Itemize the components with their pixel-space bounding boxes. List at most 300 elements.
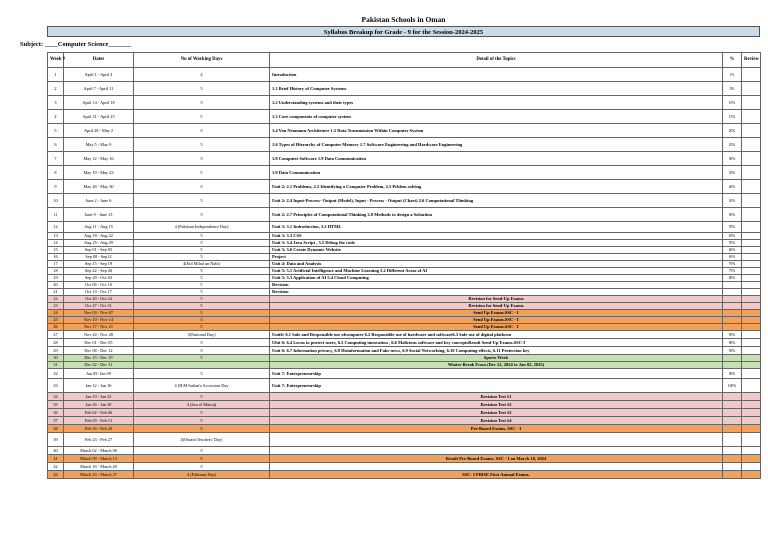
table-row [48,310,761,317]
table-row [48,110,761,124]
table-row [48,82,761,96]
review-cell [742,310,761,317]
topic-cell: Revision Test #2 [270,401,723,409]
review-cell [742,401,761,409]
review-cell [742,96,761,110]
percent-cell: 15% [723,110,742,124]
working-days-cell: 4 (Pakistan Day) [134,471,270,479]
week-cell: 37 [48,417,64,425]
percent-cell: 30% [723,152,742,166]
working-days-cell: 4 (H.M Sultan's Accession Day [134,379,270,393]
week-cell: 6 [48,138,64,152]
dates-cell: Feb 16 - Feb 20 [64,425,134,433]
table-row [48,194,761,208]
percent-cell [723,393,742,401]
table-row [48,379,761,393]
table-row [48,138,761,152]
percent-cell: 35% [723,166,742,180]
dates-cell: March 23 - March 27 [64,471,134,479]
dates-cell: Nov 03 - Nov 07 [64,310,134,317]
review-cell [742,82,761,96]
working-days-cell: 4(Omani Teachers' Day) [134,433,270,447]
review-cell [742,240,761,247]
review-cell [742,369,761,379]
week-cell: 32 [48,369,64,379]
topic-cell: SSC- I FBISE First Annual Exams. [270,471,723,479]
table-row [48,331,761,339]
dates-cell: March 02 - March 06 [64,447,134,455]
review-cell [742,208,761,222]
table-row [48,68,761,82]
percent-header: % [723,53,742,68]
topic-cell: Revision for Send-Up Exams [270,303,723,310]
dates-cell: April 7 - April 11 [64,82,134,96]
dates-cell: April 28 - May 2 [64,124,134,138]
dates-cell: May 26 - May 30 [64,180,134,194]
review-cell [742,447,761,455]
week-cell: 40 [48,447,64,455]
percent-cell: 55% [723,222,742,233]
review-cell [742,425,761,433]
working-days-cell: 5 [134,463,270,471]
dates-cell: Dec 08 - Dec 12 [64,347,134,355]
working-days-cell: 5 [134,240,270,247]
dates-header: Dates [64,53,134,68]
percent-cell: 1% [723,68,742,82]
percent-cell: 20% [723,124,742,138]
topic-cell: Revision Test #4 [270,417,723,425]
percent-cell [723,447,742,455]
topic-cell: Unit 7: Enterpreneurship [270,369,723,379]
topic-cell: 1.6 Types of Hierarchy of Computer Memory 1.7 Software Engineering and Hardware Engineering [270,138,723,152]
percent-cell [723,433,742,447]
percent-cell: 60% [723,247,742,254]
review-header: Review [742,53,761,68]
working-days-cell: 5 [134,96,270,110]
percent-cell: 55% [723,240,742,247]
week-cell: 29 [48,347,64,355]
dates-cell: Sep 01 - Sep 05 [64,247,134,254]
percent-cell [723,310,742,317]
topic-cell: Unit 5: 5.1 Artificial Intelligence and Machine Learning 5.2 Different Areas of AI [270,268,723,275]
table-row [48,362,761,369]
dates-cell: Sep 29 - Oct 03 [64,275,134,282]
dates-cell: Aug 18 - Aug 22 [64,233,134,240]
week-cell: 43 [48,471,64,479]
table-row [48,471,761,479]
dates-cell: March 16 - March 20 [64,463,134,471]
working-days-cell: 5 [134,254,270,261]
review-cell [742,110,761,124]
week-cell: 35 [48,401,64,409]
syllabus-subtitle: Syllabus Breakup for Grade - 9 for the Session-2024-2025 [47,26,760,37]
dates-cell: March 09 - March 13 [64,455,134,463]
week-cell: 28 [48,339,64,347]
dates-cell: Sep 22 - Sep 26 [64,268,134,275]
working-days-cell: 5 [134,447,270,455]
working-days-cell: 5 [134,393,270,401]
dates-cell: May 12 - May 16 [64,152,134,166]
week-cell: 19 [48,275,64,282]
topic-cell: Unit6: 6.1 Safe and Responsible use ofcomputer 6.2 Responsible use of hardware and software6.3 Safe use of digital platform [270,331,723,339]
review-cell [742,355,761,362]
topic-cell: Send Up Exams.SSC - I [270,324,723,331]
topic-cell [270,447,723,455]
working-days-cell: 5 [134,152,270,166]
week-cell: 12 [48,222,64,233]
table-row [48,289,761,296]
topic-cell: Sports Week [270,355,723,362]
week-cell: 10 [48,194,64,208]
review-cell [742,275,761,282]
table-row [48,96,761,110]
working-days-cell: 5 [134,138,270,152]
percent-cell: 25% [723,138,742,152]
topic-cell: 1.8 Computer Software 1.9 Data Communication [270,152,723,166]
week-cell: 13 [48,233,64,240]
review-cell [742,124,761,138]
working-days-cell: 5 [134,110,270,124]
table-row [48,180,761,194]
week-cell: 39 [48,433,64,447]
percent-cell [723,324,742,331]
week-cell: 14 [48,240,64,247]
week-cell: 1 [48,68,64,82]
table-row [48,254,761,261]
dates-cell: Jan 05- Jan 09 [64,369,134,379]
topic-cell: Revision [270,289,723,296]
working-days-cell: 5 [134,355,270,362]
topic-cell: 1.9 Data Communication [270,166,723,180]
review-cell [742,409,761,417]
table-row [48,222,761,233]
topic-cell: Revision Test #1 [270,393,723,401]
topic-cell: Result Pre-Board Exams. SSC - I on March 10, 2024 [270,455,723,463]
table-row [48,463,761,471]
review-cell [742,68,761,82]
table-header-row [48,53,761,68]
table-row [48,324,761,331]
review-cell [742,317,761,324]
working-days-cell: 4 (Isra ol Mairaj) [134,401,270,409]
percent-cell: 75% [723,268,742,275]
working-days-cell: 5 [134,289,270,296]
working-days-cell: 5 [134,339,270,347]
week-cell: 42 [48,463,64,471]
percent-cell [723,401,742,409]
week-cell: 30 [48,355,64,362]
percent-cell: 96% [723,369,742,379]
dates-cell: June 2 - June 6 [64,194,134,208]
working-days-header: No of Working Days [134,53,270,68]
percent-cell [723,282,742,289]
week-cell: 5 [48,124,64,138]
review-cell [742,347,761,355]
syllabus-table [47,52,761,479]
review-cell [742,455,761,463]
table-row [48,425,761,433]
topic-cell: Unit 4: Data and Analysis [270,261,723,268]
week-cell: 4 [48,110,64,124]
week-cell: 27 [48,331,64,339]
review-cell [742,261,761,268]
week-cell: 24 [48,310,64,317]
topic-cell: Unit 2: 2.1 Problems, 2.2 Identifying a Computer Problem, 2.3 Prblem solving [270,180,723,194]
working-days-cell: 5 [134,166,270,180]
table-row [48,347,761,355]
percent-cell: 50% [723,208,742,222]
topic-cell: Send Up Exams.SSC - I [270,310,723,317]
topic-cell: 1.4 Von Neumann Architeture 1.5 Data Transmission Within Computer System [270,124,723,138]
topic-cell: Revision [270,282,723,289]
percent-cell [723,303,742,310]
school-title: Pakistan Schools in Oman [361,15,446,24]
working-days-cell: 5 [134,233,270,240]
working-days-cell: 5 [134,282,270,289]
working-days-cell: 5 [134,455,270,463]
review-cell [742,138,761,152]
dates-cell: Feb 09 - Feb 13 [64,417,134,425]
table-row [48,317,761,324]
review-cell [742,282,761,289]
table-row [48,208,761,222]
dates-cell: Feb 02 - Feb 06 [64,409,134,417]
working-days-cell: 5 [134,208,270,222]
review-cell [742,296,761,303]
percent-cell: 65% [723,233,742,240]
topic-cell: Unit 3: 3.3 CSS [270,233,723,240]
dates-cell: Sep 15 - Sep 19 [64,261,134,268]
week-cell: 33 [48,379,64,393]
week-cell: 22 [48,296,64,303]
review-cell [742,254,761,261]
dates-cell: Feb 23 - Feb 27 [64,433,134,447]
review-cell [742,471,761,479]
working-days-cell: 5 [134,194,270,208]
review-cell [742,289,761,296]
table-row [48,433,761,447]
percent-cell [723,317,742,324]
table-row [48,296,761,303]
working-days-cell: 5 [134,347,270,355]
table-row [48,369,761,379]
topic-cell: Ubit 6: 6.4 Locus to protect users, 6.5 Computing innovation , 6.6 Malicious software and key conceptsResult Send-Up Exams.SSC-I [270,339,723,347]
dates-cell: Jan 26 - Jan 30 [64,401,134,409]
week-header: Week # [48,53,64,68]
working-days-cell: 5 [134,247,270,254]
topic-cell: Unit 5: 5.3 Application of AI 5.4 Cloud Computing [270,275,723,282]
topic-cell: Project [270,254,723,261]
percent-cell: 85% [723,331,742,339]
percent-cell: 65% [723,254,742,261]
dates-cell: May 5 - May 9 [64,138,134,152]
percent-cell [723,289,742,296]
working-days-cell: 5 [134,82,270,96]
week-cell: 9 [48,180,64,194]
dates-cell: June 9 - June 13 [64,208,134,222]
review-cell [742,393,761,401]
percent-cell [723,362,742,369]
week-cell: 8 [48,166,64,180]
percent-cell [723,463,742,471]
topic-cell: 1.3 Core components of computer system [270,110,723,124]
percent-cell: 40% [723,180,742,194]
percent-cell [723,296,742,303]
dates-cell: Dec 15 - Dec 19 [64,355,134,362]
working-days-cell: 5 [134,409,270,417]
table-row [48,393,761,401]
dates-cell: May 19 - May 23 [64,166,134,180]
review-cell [742,152,761,166]
working-days-cell: 4 (Pakistan Independence Day) [134,222,270,233]
review-cell [742,303,761,310]
percent-cell: 90% [723,339,742,347]
week-cell: 20 [48,282,64,289]
working-days-cell: 5 [134,275,270,282]
topic-cell: Pre-Board Exams. SSC - I [270,425,723,433]
topic-cell [270,433,723,447]
dates-cell: Oct 27 - Oct 31 [64,303,134,310]
week-cell: 11 [48,208,64,222]
dates-cell: Aug 25 - Aug 29 [64,240,134,247]
working-days-cell: 5 [134,425,270,433]
review-cell [742,233,761,240]
percent-cell [723,417,742,425]
working-days-cell: 5 [134,317,270,324]
percent-cell [723,409,742,417]
table-row [48,401,761,409]
topic-cell: Unit 7: Enterpreneurship [270,379,723,393]
percent-cell [723,455,742,463]
week-cell: 15 [48,247,64,254]
week-cell: 31 [48,362,64,369]
working-days-cell: 4(Eid Milad un Nabi) [134,261,270,268]
table-row [48,447,761,455]
percent-cell [723,355,742,362]
percent-cell: 100% [723,379,742,393]
working-days-cell: 5 [134,296,270,303]
table-row [48,282,761,289]
topics-header: Detail of the Topics [270,53,723,68]
percent-cell: 45% [723,194,742,208]
table-row [48,233,761,240]
topic-cell: Unit 2: 2.7 Principles of Computational Thinking 2.8 Methods to design a Soloution [270,208,723,222]
table-row [48,166,761,180]
working-days-cell: 5 [134,303,270,310]
review-cell [742,268,761,275]
dates-cell: Nov 10 - Nov 14 [64,317,134,324]
review-cell [742,379,761,393]
table-row [48,268,761,275]
week-cell: 18 [48,268,64,275]
review-cell [742,247,761,254]
week-cell: 3 [48,96,64,110]
percent-cell: 92% [723,347,742,355]
week-cell: 41 [48,455,64,463]
review-cell [742,339,761,347]
working-days-cell: 5 [134,369,270,379]
dates-cell: April 21 - April 25 [64,110,134,124]
working-days-cell: 5 [134,310,270,317]
dates-cell: April 1 - April 4 [64,68,134,82]
dates-cell: Jan 19 - Jan 23 [64,393,134,401]
working-days-cell: 5 [134,124,270,138]
review-cell [742,362,761,369]
working-days-cell: 5 [134,324,270,331]
week-cell: 16 [48,254,64,261]
dates-cell: Oct 13 - Oct 17 [64,289,134,296]
table-row [48,303,761,310]
percent-cell: 10% [723,96,742,110]
topic-cell: 1.2 Understanding systems and their types [270,96,723,110]
dates-cell: Nov 17 - Nov 21 [64,324,134,331]
table-row [48,275,761,282]
topic-cell: Unit 6: 6.7 Information privacy, 6.8 Disinformation and Fake news, 6.9 Social Networking, 6.10 Computing effects, 6.11 Protection key [270,347,723,355]
percent-cell: 80% [723,275,742,282]
percent-cell [723,471,742,479]
dates-cell: Nov 24 - Nov 28 [64,331,134,339]
working-days-cell: 4 [134,68,270,82]
dates-cell: Jan 12 - Jan 16 [64,379,134,393]
week-cell: 2 [48,82,64,96]
topic-cell: Unit 2: 2.4 Input-Process- Output (Model), Input - Process - Output (Chart) 2.6 Computational Thinking [270,194,723,208]
week-cell: 7 [48,152,64,166]
topic-cell: Unit 3: 3.6 Create Dynamic Website [270,247,723,254]
working-days-cell: 3(National Day) [134,331,270,339]
dates-cell: Oct 06 - Oct 10 [64,282,134,289]
review-cell [742,194,761,208]
dates-cell: April 14 - April 18 [64,96,134,110]
week-cell: 26 [48,324,64,331]
review-cell [742,463,761,471]
topic-cell [270,463,723,471]
table-row [48,247,761,254]
topic-cell: Unit 3: 3.4 Java Script , 3.5 Debug the code [270,240,723,247]
dates-cell: Oct 20 - Oct 24 [64,296,134,303]
topic-cell: Revision Test #3 [270,409,723,417]
working-days-cell: 5 [134,268,270,275]
table-row [48,261,761,268]
week-cell: 17 [48,261,64,268]
percent-cell [723,425,742,433]
dates-cell: Sep 08 - Sep12 [64,254,134,261]
working-days-cell [134,362,270,369]
week-cell: 25 [48,317,64,324]
dates-cell: Dec 01 - Dec 05 [64,339,134,347]
week-cell: 34 [48,393,64,401]
working-days-cell: 5 [134,180,270,194]
dates-cell: Dec 22 - Dec 31 [64,362,134,369]
table-row [48,355,761,362]
week-cell: 23 [48,303,64,310]
percent-cell: 70% [723,261,742,268]
topic-cell: 1.1 Brief History of Computer Systems [270,82,723,96]
topic-cell: Unit 3: 3.1 Indroduction, 3.2 HTML [270,222,723,233]
topic-cell: Introduction [270,68,723,82]
review-cell [742,331,761,339]
table-row [48,152,761,166]
topic-cell: Revision for Send-Up Exams [270,296,723,303]
table-row [48,124,761,138]
review-cell [742,222,761,233]
review-cell [742,166,761,180]
review-cell [742,417,761,425]
table-row [48,455,761,463]
working-days-cell: 5 [134,417,270,425]
week-cell: 36 [48,409,64,417]
review-cell [742,433,761,447]
percent-cell: 5% [723,82,742,96]
